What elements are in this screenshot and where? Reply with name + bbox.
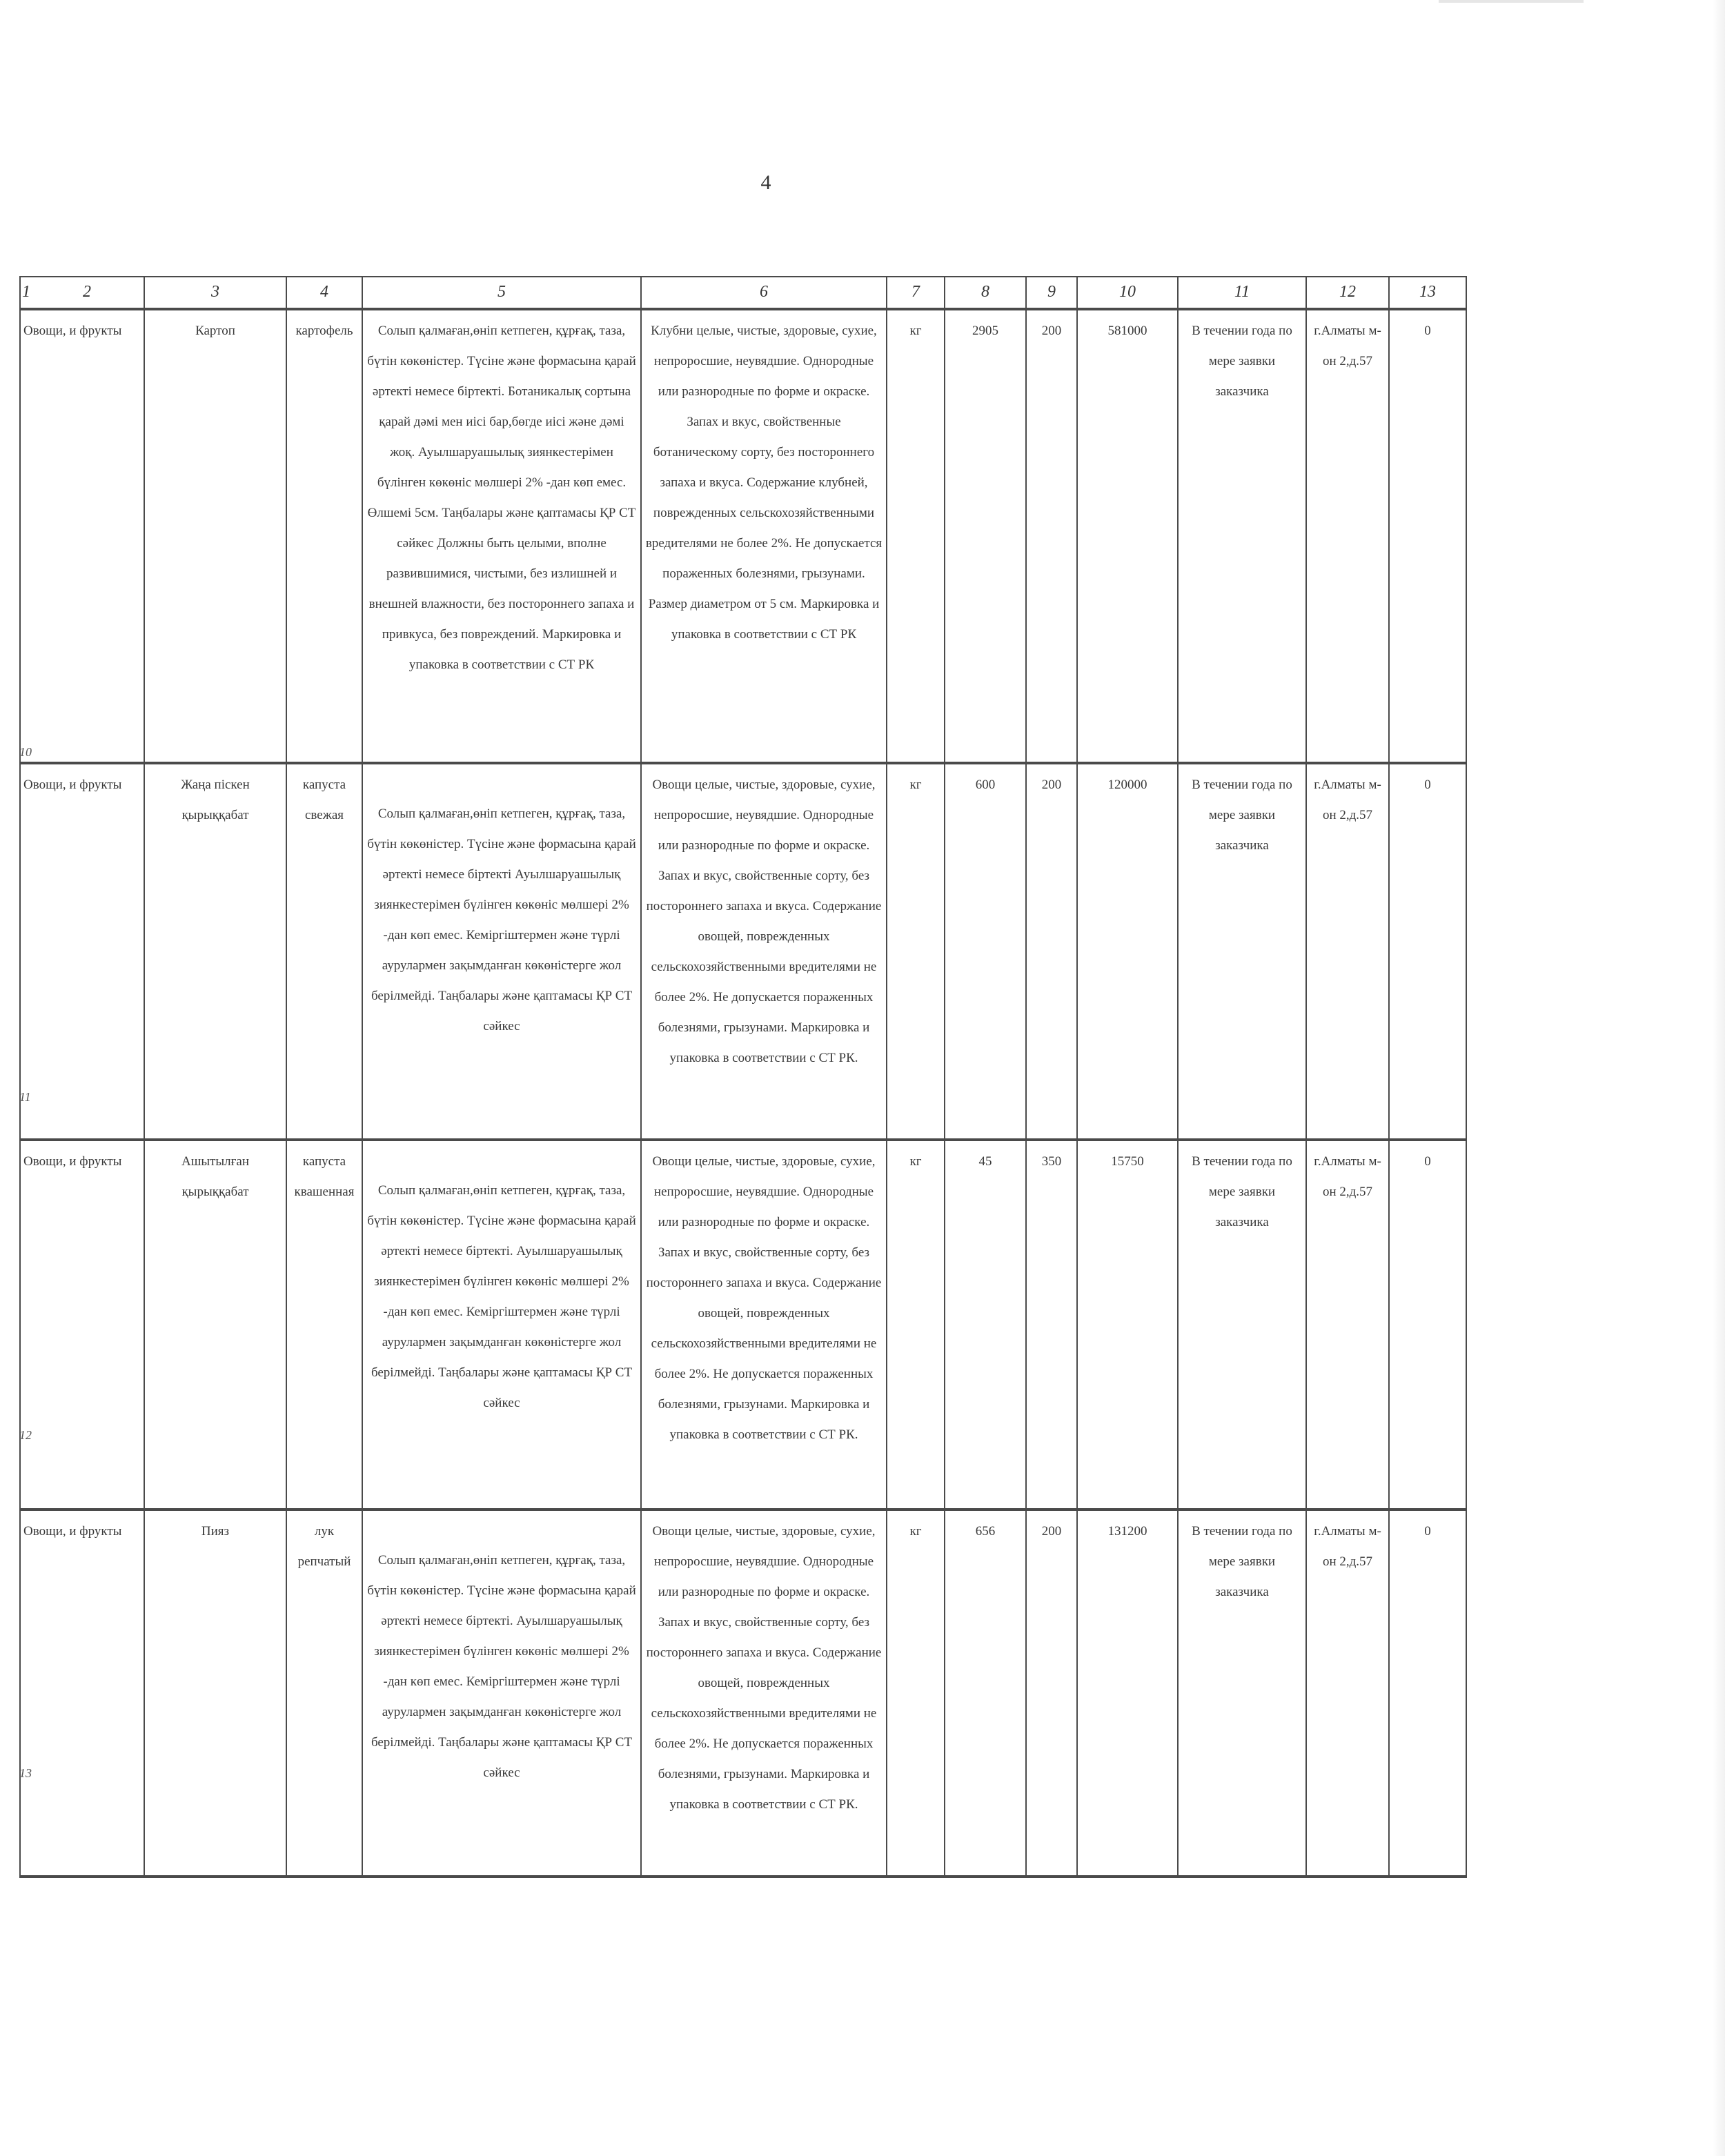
price-cell: 350 [1026,1140,1077,1510]
name-ru-cell: картофель [286,309,362,763]
description-ru-cell: Клубни целые, чистые, здоровые, сухие, непроросшие, неувядшие. Однородные или разнородные по форме и окраске. Запах и вкус, свойственные ботаническому сорту, без постороннего запаха и вкуса. Содержание клубней, поврежденных сельскохозяйственными вредителями не более 2%. Не допускается пораженных болезнями, грызунами. Размер диаметром от 5 см. Маркировка и упаковка в соответствии с СТ РК [641,309,887,763]
delivery-time-cell: В течении года по мере заявки заказчика [1178,1140,1306,1510]
header-cell: 12 [1306,277,1389,309]
header-cell: 9 [1026,277,1077,309]
quantity-cell: 45 [945,1140,1026,1510]
header-cell: 13 [1389,277,1466,309]
name-kz-cell: Пияз [144,1510,286,1877]
delivery-time-cell: В течении года по мере заявки заказчика [1178,1510,1306,1877]
description-kz-cell: Солып қалмаған,өніп кетпеген, құрғақ, таза, бүтін көкөністер. Түсіне және формасына қарай әртекті немесе біртекті Ауылшаруашылық зиянкестерімен бүлінген көкөніс мөлшері 2% -дан көп емес. Кеміргіштермен және түрлі аурулармен зақымданған көкөністерге жол берілмейді. Таңбалары және қаптамасы ҚР СТ сәйкес [362,763,641,1140]
header-cell: 5 [362,277,641,309]
quantity-cell: 2905 [945,309,1026,763]
name-ru-cell: капуста свежая [286,763,362,1140]
table-row [20,1510,1466,1877]
row-number: 13 [19,1766,32,1780]
quantity-cell: 600 [945,763,1026,1140]
category-cell: Овощи, и фрукты [20,1140,144,1510]
scan-mark [1439,0,1584,3]
unit-cell: кг [887,1510,945,1877]
name-ru-cell: лук репчатый [286,1510,362,1877]
price-cell: 200 [1026,763,1077,1140]
delivery-time-cell: В течении года по мере заявки заказчика [1178,309,1306,763]
page-number: 4 [760,171,771,194]
delivery-place-cell: г.Алматы м-он 2,д.57 [1306,1140,1389,1510]
row-number: 10 [19,745,32,759]
header-cell: 8 [945,277,1026,309]
description-kz-cell: Солып қалмаған,өніп кетпеген, құрғақ, таза, бүтін көкөністер. Түсіне және формасына қарай әртекті немесе біртекті. Ботаникалық сортына қарай дәмі мен иісі бар,бөгде иісі және дәмі жоқ. Ауылшаруашылық зиянкестерімен бүлінген көкөніс мөлшері 2% -дан көп емес. Өлшемі 5см. Таңбалары және қаптамасы ҚР СТ сәйкес Должны быть целыми, вполне развившимися, чистыми, без излишней и внешней влажности, без постороннего запаха и привкуса, без повреждений. Маркировка и упаковка в соответствии с СТ РК [362,309,641,763]
description-kz-cell: Солып қалмаған,өніп кетпеген, құрғақ, таза, бүтін көкөністер. Түсіне және формасына қарай әртекті немесе біртекті. Ауылшаруашылық зиянкестерімен бүлінген көкөніс мөлшері 2% -дан көп емес. Кеміргіштермен және түрлі аурулармен зақымданған көкөністерге жол берілмейді. Таңбалары және қаптамасы ҚР СТ сәйкес [362,1140,641,1510]
table-row [20,763,1466,1140]
header-cell: 6 [641,277,887,309]
name-kz-cell: Картоп [144,309,286,763]
advance-cell: 0 [1389,1510,1466,1877]
header-number: 2 [83,283,91,301]
quantity-cell: 656 [945,1510,1026,1877]
delivery-place-cell: г.Алматы м-он 2,д.57 [1306,1510,1389,1877]
delivery-place-cell: г.Алматы м-он 2,д.57 [1306,763,1389,1140]
unit-cell: кг [887,309,945,763]
row-number: 12 [19,1428,32,1442]
delivery-place-cell: г.Алматы м-он 2,д.57 [1306,309,1389,763]
table-row [20,309,1466,763]
scan-edge-shadow [1713,0,1725,2156]
header-cell: 3 [144,277,286,309]
unit-cell: кг [887,763,945,1140]
sum-cell: 15750 [1077,1140,1178,1510]
procurement-table [19,276,1467,1878]
header-cell: 7 [887,277,945,309]
header-cell: 10 [1077,277,1178,309]
advance-cell: 0 [1389,763,1466,1140]
advance-cell: 0 [1389,309,1466,763]
column-number-row [20,277,1466,309]
name-ru-cell: капуста квашенная [286,1140,362,1510]
delivery-time-cell: В течении года по мере заявки заказчика [1178,763,1306,1140]
description-ru-cell: Овощи целые, чистые, здоровые, сухие, непроросшие, неувядшие. Однородные или разнородные по форме и окраске. Запах и вкус, свойственные сорту, без постороннего запаха и вкуса. Содержание овощей, поврежденных сельскохозяйственными вредителями не более 2%. Не допускается пораженных болезнями, грызунами. Маркировка и упаковка в соответствии с СТ РК. [641,1510,887,1877]
header-number: 1 [22,283,30,301]
header-cell [20,277,144,309]
header-cell: 4 [286,277,362,309]
category-cell: Овощи, и фрукты [20,309,144,763]
sum-cell: 120000 [1077,763,1178,1140]
description-ru-cell: Овощи целые, чистые, здоровые, сухие, непроросшие, неувядшие. Однородные или разнородные по форме и окраске. Запах и вкус, свойственные сорту, без постороннего запаха и вкуса. Содержание овощей, поврежденных сельскохозяйственными вредителями не более 2%. Не допускается пораженных болезнями, грызунами. Маркировка и упаковка в соответствии с СТ РК. [641,1140,887,1510]
table-row [20,1140,1466,1510]
unit-cell: кг [887,1140,945,1510]
price-cell: 200 [1026,309,1077,763]
row-number: 11 [19,1090,31,1104]
header-cell: 11 [1178,277,1306,309]
name-kz-cell: Жаңа піскен қырыққабат [144,763,286,1140]
description-ru-cell: Овощи целые, чистые, здоровые, сухие, непроросшие, неувядшие. Однородные или разнородные по форме и окраске. Запах и вкус, свойственные сорту, без постороннего запаха и вкуса. Содержание овощей, поврежденных сельскохозяйственными вредителями не более 2%. Не допускается пораженных болезнями, грызунами. Маркировка и упаковка в соответствии с СТ РК. [641,763,887,1140]
description-kz-cell: Солып қалмаған,өніп кетпеген, құрғақ, таза, бүтін көкөністер. Түсіне және формасына қарай әртекті немесе біртекті. Ауылшаруашылық зиянкестерімен бүлінген көкөніс мөлшері 2% -дан көп емес. Кеміргіштермен және түрлі аурулармен зақымданған көкөністерге жол берілмейді. Таңбалары және қаптамасы ҚР СТ сәйкес [362,1510,641,1877]
price-cell: 200 [1026,1510,1077,1877]
category-cell: Овощи, и фрукты [20,763,144,1140]
name-kz-cell: Ашытылған қырыққабат [144,1140,286,1510]
advance-cell: 0 [1389,1140,1466,1510]
category-cell: Овощи, и фрукты [20,1510,144,1877]
sum-cell: 131200 [1077,1510,1178,1877]
sum-cell: 581000 [1077,309,1178,763]
